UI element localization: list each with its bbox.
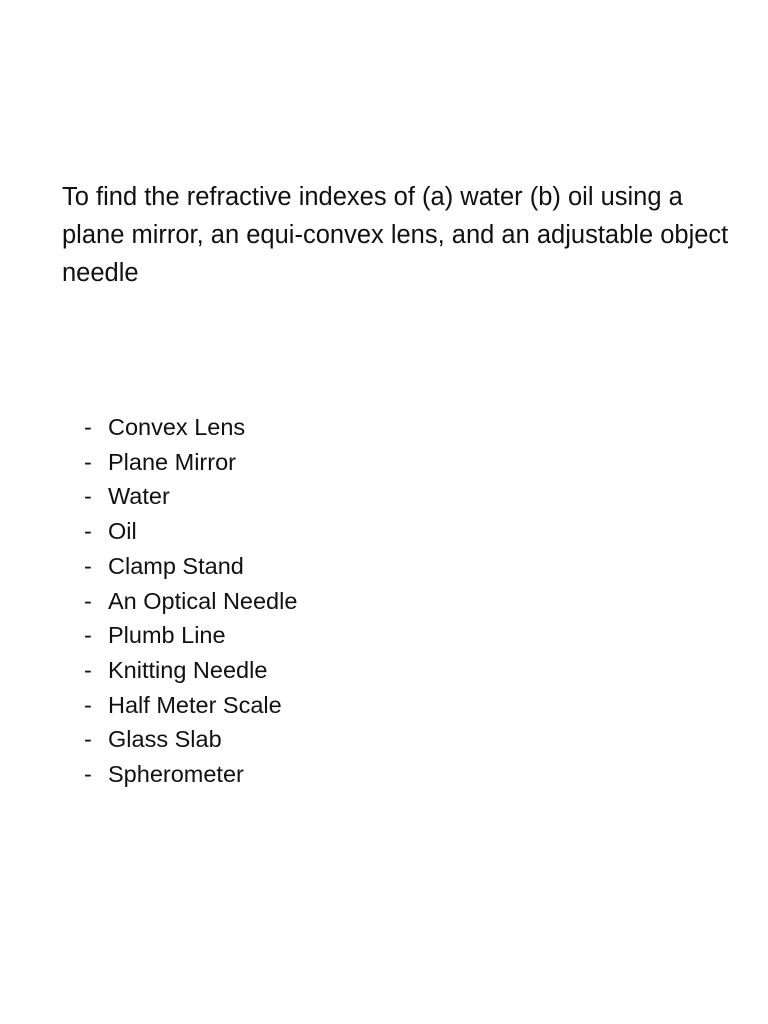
bullet-dash: -	[84, 761, 92, 788]
list-item-label: Water	[108, 483, 170, 510]
list-item-label: Glass Slab	[108, 726, 222, 753]
bullet-dash: -	[84, 691, 92, 718]
list-item-label: Plumb Line	[108, 622, 226, 649]
list-item	[84, 618, 297, 653]
bullet-dash: -	[84, 414, 92, 440]
list-item-label: Knitting Needle	[108, 656, 268, 683]
list-item-label: Plane Mirror	[108, 448, 236, 475]
list-item	[84, 479, 297, 514]
bullet-dash: -	[84, 656, 92, 683]
list-item	[84, 757, 297, 792]
bullet-dash: -	[84, 587, 92, 614]
experiment-title: To find the refractive indexes of (a) water (b) oil using a plane mirror, an equi-convex lens, and an adjustable object needle	[62, 183, 729, 287]
list-item	[84, 514, 297, 549]
list-item	[84, 445, 297, 480]
list-item-label: An Optical Needle	[108, 587, 298, 614]
bullet-dash: -	[84, 518, 92, 545]
list-item-label: Clamp Stand	[108, 552, 244, 579]
list-item	[84, 549, 297, 584]
list-item	[84, 410, 297, 445]
list-item	[84, 653, 297, 688]
bullet-dash: -	[84, 448, 92, 475]
bullet-dash: -	[84, 622, 92, 649]
bullet-dash: -	[84, 552, 92, 579]
list-item	[84, 722, 297, 757]
list-item	[84, 584, 297, 619]
list-item-label: Oil	[108, 518, 137, 545]
list-item-label: Half Meter Scale	[108, 691, 282, 718]
materials-list	[84, 410, 297, 792]
bullet-dash: -	[84, 726, 92, 753]
bullet-dash: -	[84, 483, 92, 510]
list-item-label: Convex Lens	[108, 414, 246, 440]
list-item	[84, 688, 297, 723]
list-item-label: Spherometer	[108, 761, 244, 788]
